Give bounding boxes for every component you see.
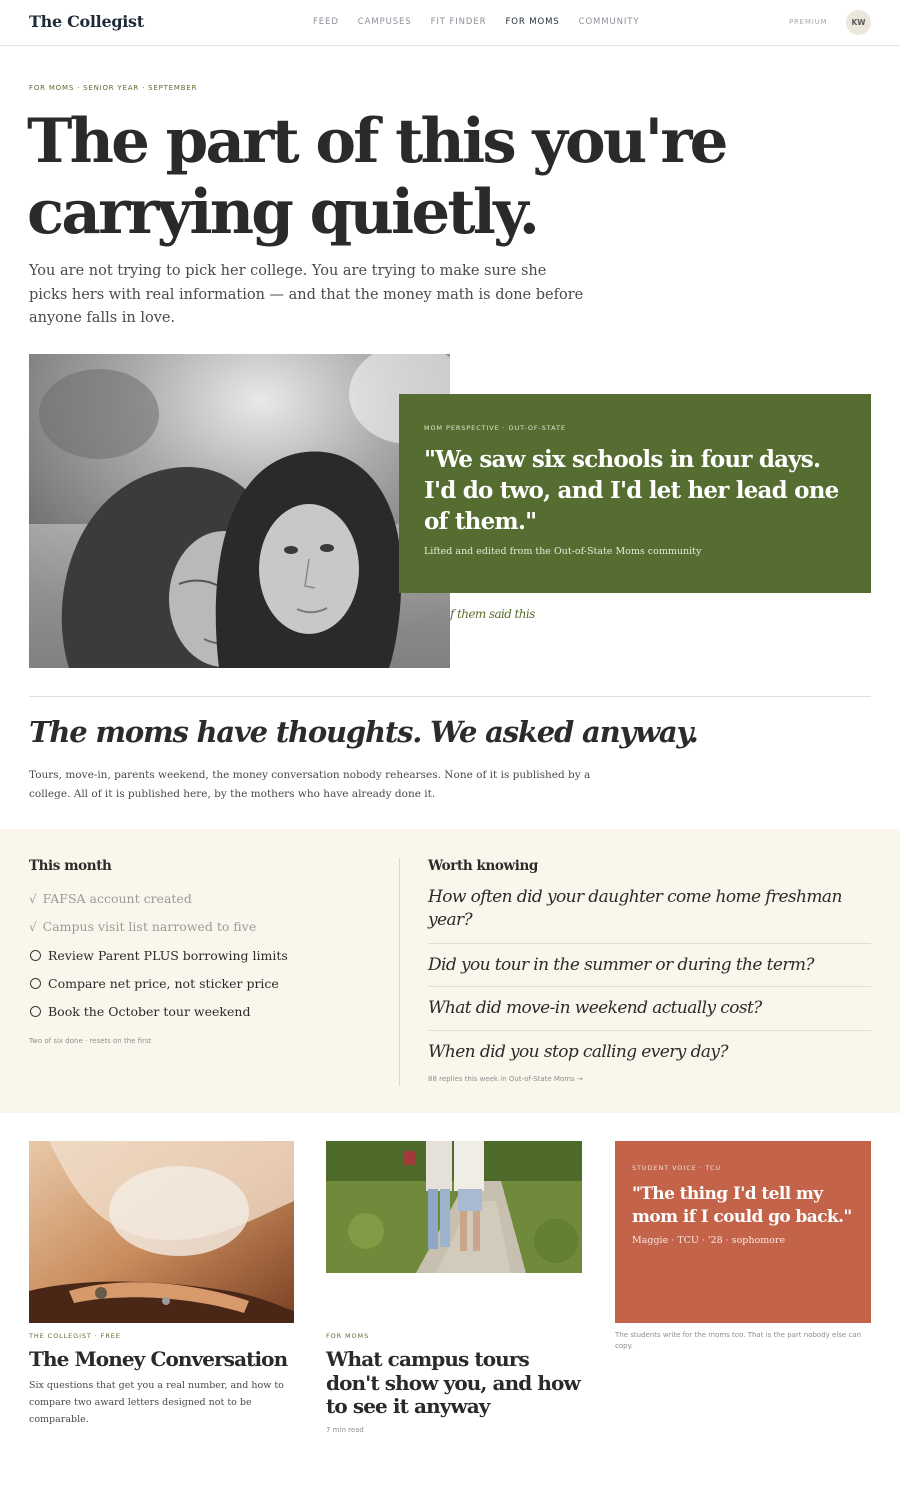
checklist-item-label: FAFSA account created (42, 891, 192, 906)
nav-item-community[interactable]: COMMUNITY (578, 17, 640, 27)
checklist-item-parent-plus[interactable] (29, 948, 288, 963)
empty-circle-icon (30, 978, 41, 989)
section-title: The moms have thoughts. We asked anyway. (29, 715, 698, 749)
quote-eyebrow: MOM PERSPECTIVE · OUT-OF-STATE (424, 424, 566, 432)
main-nav (313, 17, 639, 27)
question-link[interactable]: How often did your daughter come home freshman year? (428, 887, 842, 930)
money-card-eyebrow: THE COLLEGIST · FREE (29, 1332, 121, 1340)
question-divider (428, 1030, 871, 1031)
money-photo-illustration (29, 1141, 294, 1323)
checklist-item-label: Campus visit list narrowed to five (42, 919, 257, 934)
tours-card-eyebrow: FOR MOMS (326, 1332, 370, 1340)
checklist-item-label: Review Parent PLUS borrowing limits (48, 948, 288, 963)
quote-credit: Lifted and edited from the Out-of-State Moms community (424, 546, 702, 557)
voice-eyebrow: STUDENT VOICE · TCU (632, 1164, 722, 1172)
hero-eyebrow: FOR MOMS · SENIOR YEAR · SEPTEMBER (29, 84, 198, 92)
section-divider (29, 696, 871, 697)
checklist-item-label: Compare net price, not sticker price (48, 976, 279, 991)
checklist-item-october-tour[interactable] (29, 1004, 250, 1019)
checklist-progress-note: Two of six done · resets on the first (29, 1037, 152, 1045)
checklist-item-net-price[interactable] (29, 976, 279, 991)
checklist-item-fafsa[interactable] (29, 891, 192, 906)
question-link[interactable]: Did you tour in the summer or during the term? (428, 955, 814, 975)
checklist-item-label: Book the October tour weekend (48, 1004, 251, 1019)
worth-knowing-title: Worth knowing (428, 858, 538, 874)
checklist-title: This month (29, 858, 112, 874)
money-card-description: Six questions that get you a real number, and how to compare two award letters designed not to be comparable. (29, 1380, 284, 1425)
campus-walk-illustration (326, 1141, 582, 1273)
question-divider (428, 943, 871, 944)
top-navigation-bar (0, 0, 900, 46)
question-link[interactable]: When did you stop calling every day? (428, 1042, 728, 1062)
column-divider (399, 858, 400, 1086)
money-card-title[interactable]: The Money Conversation (29, 1347, 288, 1371)
nav-item-fit-finder[interactable]: FIT FINDER (430, 17, 487, 27)
campus-tours-image[interactable] (326, 1141, 582, 1273)
voice-footnote: The students write for the moms too. That is the part nobody else can copy. (615, 1331, 862, 1350)
voice-quote: "The thing I'd tell my mom if I could go back." (632, 1184, 852, 1227)
nav-item-for-moms[interactable]: FOR MOMS (505, 17, 560, 27)
page-headline (27, 106, 727, 248)
headline-line-1: The part of this you're (27, 106, 726, 177)
question-link[interactable]: What did move-in weekend actually cost? (428, 998, 762, 1018)
brand-logo[interactable]: The Collegist (29, 12, 144, 31)
nav-item-campuses[interactable]: CAMPUSES (357, 17, 412, 27)
mother-daughter-photo (29, 354, 450, 668)
tours-card-title[interactable]: What campus tours don't show you, and how to see it anyway (326, 1347, 580, 1418)
mom-quote-card (399, 394, 871, 593)
user-avatar[interactable]: KW (846, 10, 871, 35)
empty-circle-icon (30, 1006, 41, 1017)
nav-item-feed[interactable]: FEED (313, 17, 339, 27)
photo-illustration (29, 354, 450, 668)
check-mark-icon: √ (29, 891, 37, 906)
question-divider (428, 986, 871, 987)
headline-line-2: carrying quietly. (27, 177, 538, 248)
empty-circle-icon (30, 950, 41, 961)
money-article-image[interactable] (29, 1141, 294, 1323)
voice-credit: Maggie · TCU · '28 · sophomore (632, 1235, 786, 1246)
premium-link[interactable]: PREMIUM (789, 18, 828, 26)
featured-quote: "We saw six schools in four days. I'd do two, and I'd let her lead one of them." (424, 446, 839, 535)
checklist-item-visit-list[interactable] (29, 919, 256, 934)
tours-read-time: 7 min read (326, 1426, 364, 1434)
handwritten-note: f them said this (450, 607, 535, 621)
check-mark-icon: √ (29, 919, 37, 934)
hero-intro: You are not trying to pick her college. You are trying to make sure she picks hers with real information — and that the money math is done before anyone falls in love. (29, 263, 584, 326)
section-description: Tours, move-in, parents weekend, the money conversation nobody rehearses. None of it is published by a college. All of it is published here, by the mothers who have already done it. (29, 769, 591, 800)
student-voice-card[interactable] (615, 1141, 871, 1323)
replies-link[interactable]: 88 replies this week in Out-of-State Moms → (428, 1075, 583, 1083)
